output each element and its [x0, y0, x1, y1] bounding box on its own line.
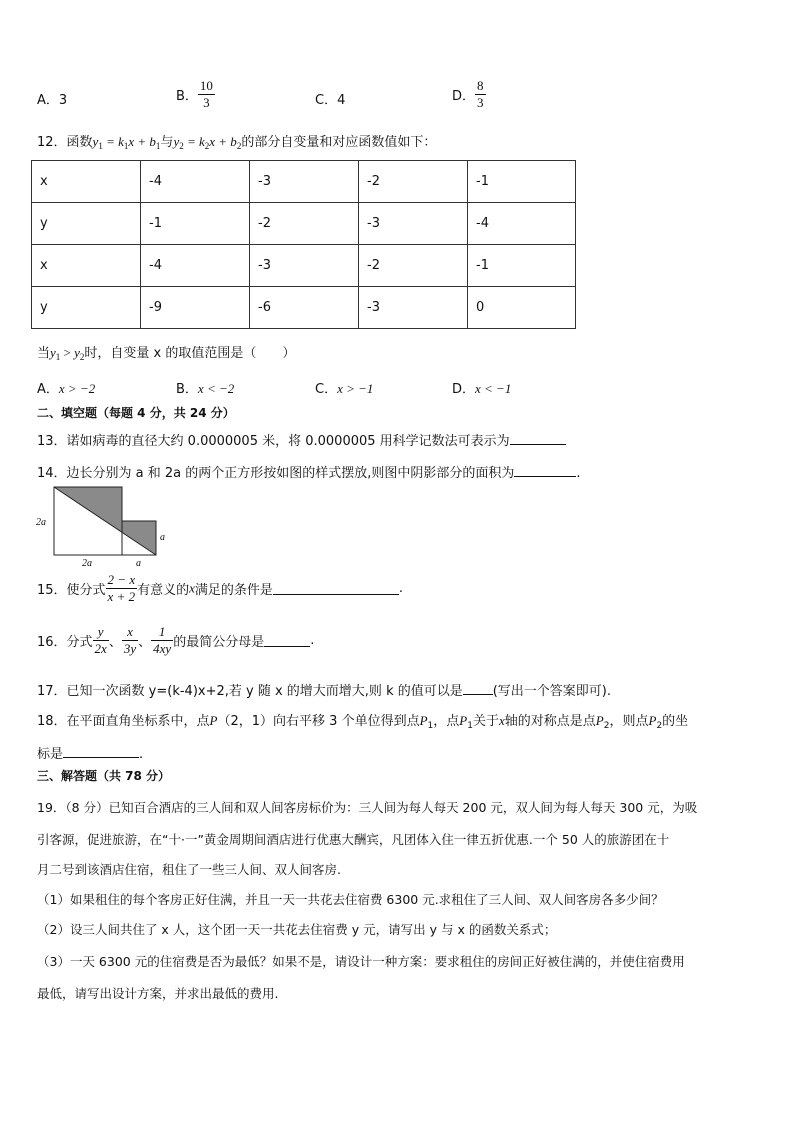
q11-option-a: A．3 — [37, 93, 68, 108]
table-cell: x — [32, 245, 141, 287]
table-cell: -3 — [250, 161, 359, 203]
q12-question: 当$y_1 > y_2$时，自变量 x 的取值范围是（ ） — [37, 345, 296, 362]
q12-option-b: B．x < −2 — [176, 381, 235, 397]
q11-option-b: B． $\frac{10}{3}$ — [176, 78, 213, 110]
table-cell: -9 — [141, 287, 250, 329]
table-cell: x — [32, 161, 141, 203]
label-left: 2a — [36, 517, 46, 528]
q16-text: 16．分式 $\frac{y}{2x}$ 、 $\frac{x}{3y}$ 、 $\frac{1}{4xy}$ 的最简公分母是 . — [37, 624, 315, 656]
q18-line1: 18．在平面直角坐标系中，点P（2，1）向右平移 3 个单位得到点$P_1$，点$P_1$关于x轴的对称点是点$P_2$，则点$P_2$的坐 — [37, 713, 689, 731]
q14-squares-figure — [30, 482, 170, 570]
table-cell: -3 — [359, 203, 468, 245]
q12-stem: 12．函数$y_1 = k_1x + b_1$与$y_2 = k_2x + b_2$的部分自变量和对应函数值如下： — [37, 134, 437, 151]
q19-line2: 引客源，促进旅游，在“十·一”黄金周期间酒店进行优惠大酬宾，凡团体入住一律五折优惠.一个 50 人的旅游团在十 — [37, 832, 670, 847]
q15-text: 15．使分式 $\frac{2 - x}{x + 2}$ 有意义的x满足的条件是 . — [37, 572, 404, 604]
q12-value-table — [31, 160, 576, 329]
answer-blank — [463, 682, 493, 695]
table-cell: -6 — [250, 287, 359, 329]
q12-option-a: A．x > −2 — [37, 381, 96, 397]
section-heading-solve: 三、解答题（共 78 分） — [37, 769, 171, 783]
table-cell: -2 — [359, 161, 468, 203]
q14-text: 14．边长分别为 a 和 2a 的两个正方形按如图的样式摆放,则图中阴影部分的面积为 . — [37, 466, 581, 481]
q11-option-d: D． $\frac{8}{3}$ — [452, 78, 484, 110]
answer-blank — [63, 745, 139, 758]
q19-sub3-line2: 最低，请写出设计方案，并求出最低的费用. — [37, 986, 279, 1001]
table-cell: -2 — [250, 203, 359, 245]
q19-sub3-line1: （3）一天 6300 元的住宿费是否为最低？如果不是，请设计一种方案：要求租住的房间正好被住满的，并使住宿费用 — [37, 954, 685, 969]
table-cell: -1 — [468, 245, 576, 287]
table-cell: -4 — [141, 245, 250, 287]
table-cell: -1 — [141, 203, 250, 245]
answer-blank — [273, 582, 399, 595]
table-cell: y — [32, 203, 141, 245]
answer-blank — [264, 634, 310, 647]
table-cell: -3 — [250, 245, 359, 287]
table-cell: -2 — [359, 245, 468, 287]
q18-line2: 标是 . — [37, 747, 144, 762]
table-row — [32, 161, 576, 203]
table-row — [32, 287, 576, 329]
table-row — [32, 203, 576, 245]
answer-blank — [510, 432, 566, 445]
table-cell: y — [32, 287, 141, 329]
label-bottom-big: 2a — [82, 558, 92, 569]
table-cell: -1 — [468, 161, 576, 203]
answer-blank — [514, 464, 576, 477]
table-cell: -3 — [359, 287, 468, 329]
q19-line1: 19．（8 分）已知百合酒店的三人间和双人间客房标价为：三人间为每人每天 200 元，双人间为每人每天 300 元，为吸 — [37, 800, 698, 815]
label-right: a — [160, 532, 165, 543]
q19-sub1: （1）如果租住的每个客房正好住满，并且一天一共花去住宿费 6300 元.求租住了三人间、双人间客房各多少间？ — [37, 892, 664, 907]
table-cell: -4 — [468, 203, 576, 245]
q19-sub2: （2）设三人间共住了 x 人，这个团一天一共花去住宿费 y 元，请写出 y 与 x 的函数关系式； — [37, 922, 557, 937]
table-cell: 0 — [468, 287, 576, 329]
label-bottom-small: a — [136, 558, 141, 569]
table-row — [32, 245, 576, 287]
section-heading-fill-in: 二、填空题（每题 4 分，共 24 分） — [37, 406, 235, 420]
q12-option-d: D．x < −1 — [452, 381, 512, 397]
q13-text: 13．诺如病毒的直径大约 0.0000005 米，将 0.0000005 用科学记数法可表示为 — [37, 430, 566, 449]
q17-text: 17．已知一次函数 y=(k-4)x+2,若 y 随 x 的增大而增大,则 k 的值可以是 (写出一个答案即可). — [37, 684, 612, 699]
q12-option-c: C．x > −1 — [315, 381, 374, 397]
table-cell: -4 — [141, 161, 250, 203]
q11-option-c: C．4 — [315, 93, 346, 108]
q19-line3: 月二号到该酒店住宿，租住了一些三人间、双人间客房. — [37, 862, 341, 877]
